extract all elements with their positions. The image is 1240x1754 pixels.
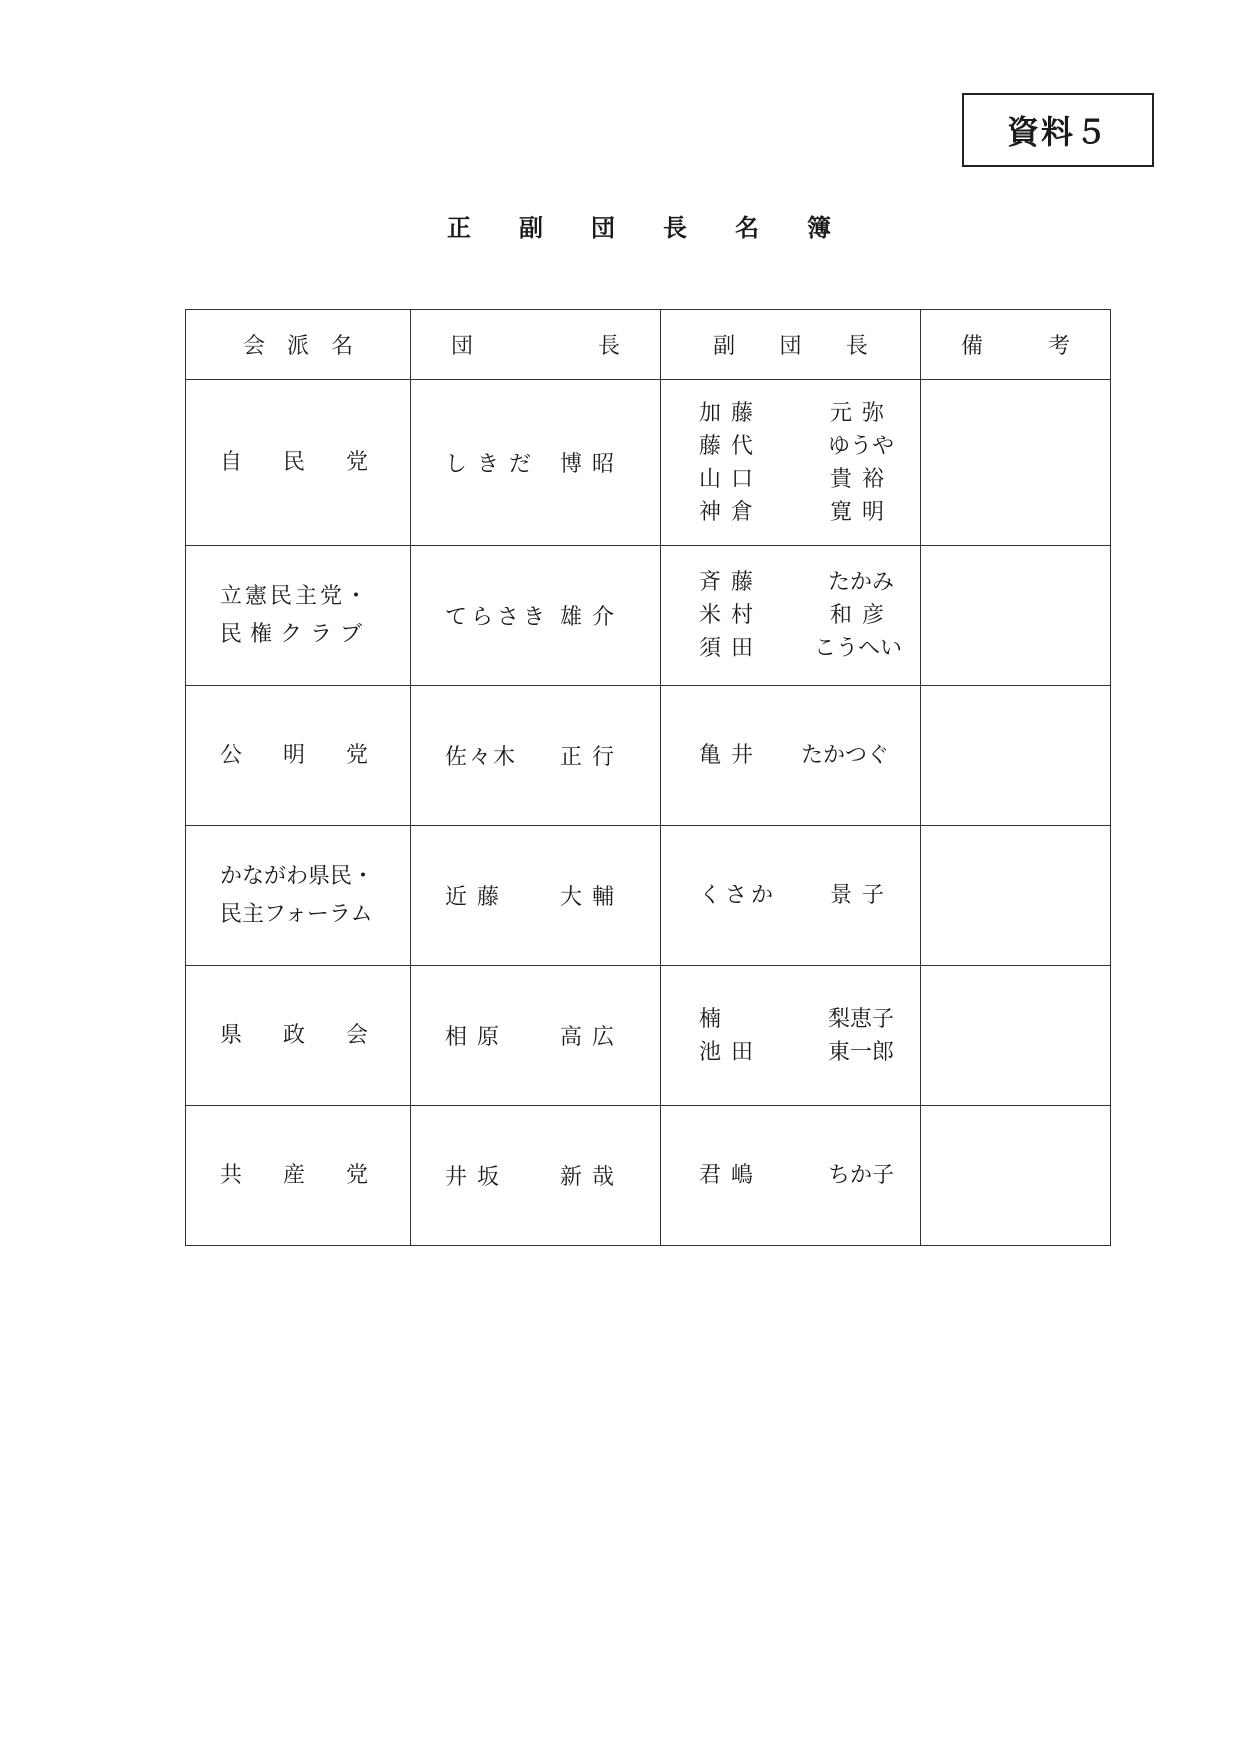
vice-entry bbox=[699, 1003, 920, 1036]
party-cell bbox=[186, 546, 411, 686]
table-row bbox=[186, 826, 1111, 966]
table-row bbox=[186, 966, 1111, 1106]
party-cell bbox=[186, 966, 411, 1106]
vice-given-name: 元弥 bbox=[829, 400, 894, 426]
leader-cell bbox=[411, 826, 661, 966]
vice-cell bbox=[661, 826, 921, 966]
party-name-char: 会 bbox=[345, 1022, 368, 1048]
notes-cell bbox=[921, 1106, 1111, 1246]
vice-given-name: ちか子 bbox=[827, 1163, 894, 1188]
vice-cell bbox=[661, 1106, 921, 1246]
vice-family-name: 神倉 bbox=[699, 499, 764, 525]
party-name-char: 党 bbox=[345, 1162, 368, 1188]
vice-cell bbox=[661, 966, 921, 1106]
party-cell bbox=[186, 686, 411, 826]
party-name-line: 立憲民主党・ bbox=[220, 583, 371, 609]
vice-given-name: ゆうや bbox=[827, 433, 894, 459]
header-char: 副 bbox=[713, 334, 736, 359]
party-name bbox=[220, 444, 368, 482]
vice-family-name: 楠 bbox=[699, 1006, 732, 1032]
leader-given-name: 高広 bbox=[560, 1025, 625, 1050]
header-char: 団 bbox=[779, 334, 802, 359]
party-name bbox=[220, 1157, 368, 1195]
vice-family-name: 池田 bbox=[699, 1039, 764, 1065]
party-name-char: 民 bbox=[282, 449, 305, 475]
page-title bbox=[447, 208, 847, 248]
party-cell bbox=[186, 1106, 411, 1246]
header-char: 長 bbox=[597, 334, 620, 359]
leader-given-name: 大輔 bbox=[560, 885, 625, 910]
header-party bbox=[186, 310, 411, 380]
notes-cell bbox=[921, 546, 1111, 686]
vice-given-name: 景子 bbox=[829, 883, 894, 908]
party-name-char: 産 bbox=[282, 1162, 305, 1188]
vice-given-name: 貴裕 bbox=[829, 466, 894, 492]
vice-family-name: くさか bbox=[699, 883, 778, 908]
vice-entry bbox=[699, 463, 920, 496]
header-char: 考 bbox=[1047, 334, 1070, 359]
header-leader bbox=[411, 310, 661, 380]
leader-given-name: 博昭 bbox=[560, 452, 625, 477]
vice-given-name: たかつぐ bbox=[800, 743, 889, 768]
vice-entry bbox=[699, 1036, 920, 1069]
vice-given-name: 梨恵子 bbox=[827, 1006, 894, 1032]
header-char: 派 bbox=[286, 334, 309, 359]
leader-family-name: てらさき bbox=[445, 605, 550, 630]
leader-cell bbox=[411, 380, 661, 546]
leader-family-name: 佐々木 bbox=[445, 745, 518, 770]
header-char: 長 bbox=[845, 334, 868, 359]
vice-entry bbox=[699, 1159, 920, 1192]
party-name-char: 公 bbox=[220, 742, 243, 768]
vice-entry bbox=[699, 879, 920, 912]
party-name bbox=[220, 1017, 368, 1055]
vice-given-name: 東一郎 bbox=[827, 1039, 894, 1065]
party-cell bbox=[186, 380, 411, 546]
vice-entry bbox=[699, 566, 920, 599]
vice-family-name: 加藤 bbox=[699, 400, 764, 426]
header-char: 会 bbox=[242, 334, 265, 359]
party-name-line: 民主フォーラム bbox=[220, 901, 373, 927]
vice-cell bbox=[661, 546, 921, 686]
vice-cell bbox=[661, 686, 921, 826]
header-row bbox=[186, 310, 1111, 380]
vice-cell bbox=[661, 380, 921, 546]
table-row bbox=[186, 546, 1111, 686]
leader-cell bbox=[411, 1106, 661, 1246]
vice-entry bbox=[699, 430, 920, 463]
leader-family-name: しきだ bbox=[445, 452, 542, 477]
vice-entry bbox=[699, 632, 920, 665]
notes-cell bbox=[921, 686, 1111, 826]
vice-entry bbox=[699, 739, 920, 772]
leader-family-name: 近藤 bbox=[445, 885, 510, 910]
party-name-char: 自 bbox=[220, 449, 243, 475]
header-char: 団 bbox=[451, 334, 474, 359]
leader-cell bbox=[411, 546, 661, 686]
vice-given-name: こうへい bbox=[814, 636, 903, 661]
leader-given-name: 新哉 bbox=[560, 1165, 625, 1190]
party-cell bbox=[186, 826, 411, 966]
table-row bbox=[186, 380, 1111, 546]
notes-cell bbox=[921, 380, 1111, 546]
vice-family-name: 山口 bbox=[699, 466, 764, 492]
vice-entry bbox=[699, 496, 920, 529]
title-char: 副 bbox=[519, 214, 543, 242]
notes-cell bbox=[921, 966, 1111, 1106]
party-name bbox=[220, 737, 368, 775]
party-name-line: 民権クラブ bbox=[220, 621, 371, 647]
vice-family-name: 須田 bbox=[699, 636, 764, 661]
vice-family-name: 君嶋 bbox=[699, 1163, 764, 1188]
vice-entry bbox=[699, 599, 920, 632]
vice-given-name: たかみ bbox=[827, 570, 894, 595]
table-row bbox=[186, 1106, 1111, 1246]
vice-family-name: 亀井 bbox=[699, 743, 764, 768]
vice-given-name: 寛明 bbox=[829, 499, 894, 525]
leader-given-name: 正行 bbox=[560, 745, 625, 770]
party-name-line: かながわ県民・ bbox=[220, 863, 375, 889]
vice-entry bbox=[699, 397, 920, 430]
title-char: 長 bbox=[663, 214, 687, 242]
header-char: 名 bbox=[330, 334, 353, 359]
title-char: 正 bbox=[447, 214, 471, 242]
header-vice bbox=[661, 310, 921, 380]
title-char: 団 bbox=[591, 214, 615, 242]
document-label: 資料５ bbox=[962, 93, 1154, 167]
header-char: 備 bbox=[961, 334, 984, 359]
leader-cell bbox=[411, 966, 661, 1106]
leader-given-name: 雄介 bbox=[560, 605, 625, 630]
header-notes bbox=[921, 310, 1111, 380]
party-name-char: 政 bbox=[282, 1022, 305, 1048]
vice-family-name: 米村 bbox=[699, 603, 764, 628]
leader-cell bbox=[411, 686, 661, 826]
roster-table bbox=[185, 309, 1111, 1246]
party-name-char: 明 bbox=[282, 742, 305, 768]
party-name-char: 党 bbox=[345, 449, 368, 475]
party-name-char: 共 bbox=[220, 1162, 243, 1188]
vice-family-name: 斉藤 bbox=[699, 570, 764, 595]
title-char: 簿 bbox=[807, 214, 831, 242]
leader-family-name: 井坂 bbox=[445, 1165, 510, 1190]
table-row bbox=[186, 686, 1111, 826]
party-name-char: 県 bbox=[220, 1022, 243, 1048]
leader-family-name: 相原 bbox=[445, 1025, 510, 1050]
notes-cell bbox=[921, 826, 1111, 966]
party-name-char: 党 bbox=[345, 742, 368, 768]
vice-family-name: 藤代 bbox=[699, 433, 764, 459]
title-char: 名 bbox=[735, 214, 759, 242]
vice-given-name: 和彦 bbox=[829, 603, 894, 628]
